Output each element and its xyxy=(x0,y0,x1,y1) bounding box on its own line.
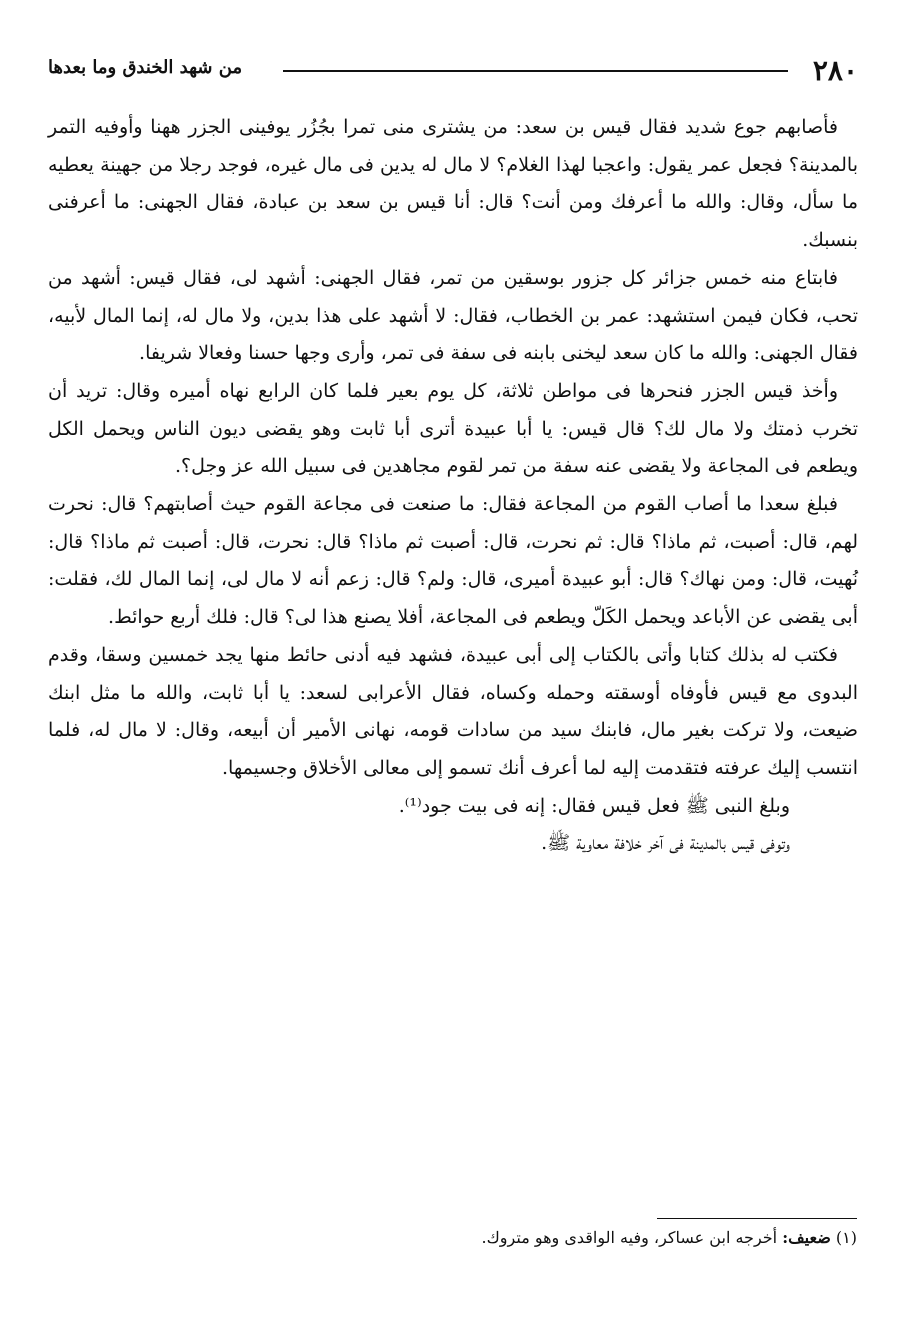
header-rule xyxy=(283,70,788,72)
footnote-marker: (١) xyxy=(835,1228,857,1247)
paragraph: فبلغ سعدا ما أصاب القوم من المجاعة فقال: ما صنعت فى مجاعة القوم حيث أصابتهم؟ قال: نحرت لهم، قال: أصبت، ثم ماذا؟ قال: ثم نحرت، قال: أصبت ثم ماذا؟ قال: نحرت، قال: أصبت ثم ماذا؟ قال: نُهيت، قال: ومن نهاك؟ قال: أبو عبيدة أميرى، قال: ولم؟ قال: زعم أنه لا مال لى، إنما المال لك، فقلت: أبى يقضى عن الأباعد ويحمل الكَلّ ويطعم فى المجاعة، أفلا يصنع هذا لى؟ قال: فلك أربع حوائط. xyxy=(48,493,858,629)
footnote-label: ضعيف: xyxy=(782,1228,831,1247)
closing-line: وبلغ النبى ﷺ فعل قيس فقال: إنه فى بيت جود⁽¹⁾. xyxy=(398,794,790,817)
body-text xyxy=(48,109,858,863)
closing-line: وتوفى قيس بالمدينة فى آخر خلافة معاوية ﷺ. xyxy=(541,832,790,855)
footnote-text: أخرجه ابن عساكر، وفيه الواقدى وهو متروك. xyxy=(481,1228,778,1247)
running-head: من شهد الخندق وما بعدها xyxy=(48,57,243,78)
footnote xyxy=(47,1226,857,1250)
paragraph: فكتب له بذلك كتابا وأتى بالكتاب إلى أبى عبيدة، فشهد فيه أدنى حائط منها يجد خمسين وسقا، وقدم البدوى مع قيس فأوفاه أوسقته وحمله وكساه، فقال الأعرابى لسعد: يا أبا ثابت، والله ما مثل ابنك ضيعت، ولا تركت بغير مال، فابنك سيد من سادات قومه، نهانى الأمير أن أبيعه، وقال: لا مال له، فلما انتسب إليك عرفته فتقدمت إليه لما أعرف أنك تسمو إلى معالى الأخلاق وجسيمها. xyxy=(48,643,858,779)
paragraph: فأصابهم جوع شديد فقال قيس بن سعد: من يشترى منى تمرا بجُزُر يوفينى الجزر ههنا وأوفيه التمر بالمدينة؟ فجعل عمر يقول: واعجبا لهذا الغلام؟ لا مال له يدين فى مال غيره، فوجد رجلا من جهينة يعطيه ما سأل، وقال: والله ما أعرفك ومن أنت؟ قال: أنا قيس بن سعد بن عبادة، فقال الجهنى: ما أعرفنى بنسبك. xyxy=(48,116,858,252)
page-header xyxy=(48,50,858,90)
paragraph: فابتاع منه خمس جزائر كل جزور بوسقين من تمر، فقال الجهنى: أشهد لى، فقال قيس: أشهد من تحب، فكان فيمن استشهد: عمر بن الخطاب، فقال: لا أشهد على هذا بدين، ولا مال له، إنما المال لأبيه، فقال الجهنى: والله ما كان سعد ليخنى بابنه فى سفة فى تمر، وأرى وجها حسنا وفعالا شريفا. xyxy=(48,266,858,365)
paragraph: وأخذ قيس الجزر فنحرها فى مواطن ثلاثة، كل يوم بعير فلما كان الرابع نهاه أميره وقال: تريد أن تخرب ذمتك ولا مال لك؟ قال قيس: يا أبا عبيدة أترى أبا ثابت وهو يقضى ديون الناس ويحمل الكل ويطعم فى المجاعة ولا يقضى عنه سفة من تمر لقوم مجاهدين فى سبيل الله عز وجل؟. xyxy=(48,379,858,478)
footnote-rule xyxy=(657,1218,857,1219)
page-number: ٢٨٠ xyxy=(812,54,858,87)
